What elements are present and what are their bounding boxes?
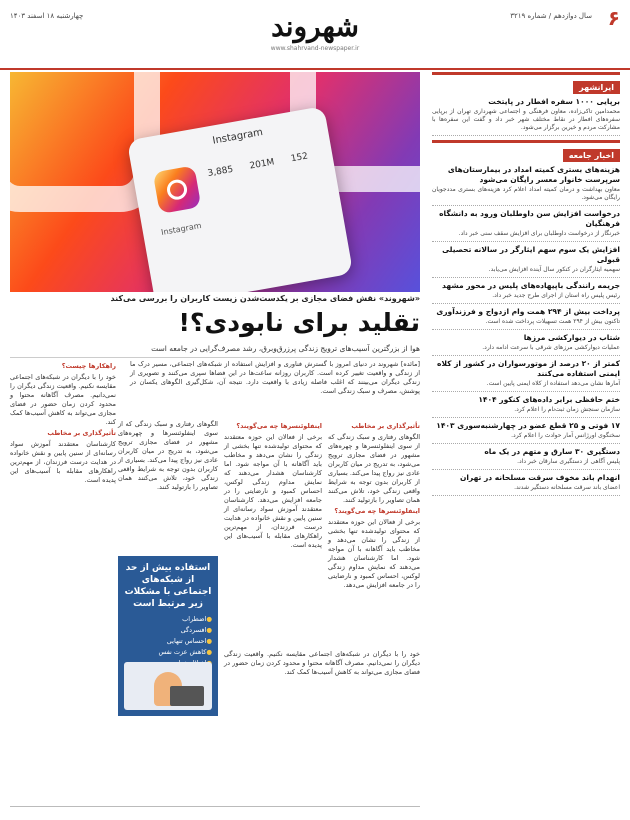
- stat-value: 201M: [248, 157, 276, 172]
- page-number: ۶: [607, 6, 620, 30]
- news-item[interactable]: [432, 206, 620, 242]
- news-body: سخنگوی اورژانس آمار حوادث را اعلام کرد.: [511, 432, 620, 439]
- news-item[interactable]: [432, 470, 620, 496]
- news-item[interactable]: [432, 304, 620, 330]
- news-item[interactable]: [432, 356, 620, 392]
- news-body: عملیات دیوارکشی مرزهای شرقی با سرعت ادامه دارد.: [482, 344, 620, 351]
- news-sidebar: [432, 72, 620, 812]
- news-title: افزایش یک سوم سهم ایثارگر در سالانه تحصیلی قبولی: [442, 245, 620, 264]
- news-title: پرداخت بیش از ۲۹۴ همت وام ازدواج و فرزندآوری: [436, 307, 620, 316]
- infobox-title: استفاده بیش از حد از شبکه‌های اجتماعی با مشکلات زیر مرتبط است: [124, 563, 212, 609]
- stat-value: 152: [290, 151, 309, 165]
- column-text: برخی از فعالان این حوزه معتقدند که محتوای تولیدشده تنها بخشی از زندگی را نشان می‌دهد و مخاطب باید آگاهانه با آن مواجه شود. اما کارشناسان هشدار می‌دهند که نمایش مداوم زندگی لوکس، احساس کمبود و نارضایتی را در جامعه افزایش می‌دهد.: [328, 518, 420, 589]
- hero-caption: «شهروند» نقش فضای مجازی بر یکدست‌شدن زیست کاربران را بررسی می‌کند: [110, 294, 420, 303]
- column-text: الگوهای رفتاری و سبک زندگی که از سوی اینفلوئنسرها و چهره‌های مشهور در فضای مجازی ترویج می‌شود، به تدریج در میان کاربران عادی نیز رواج پیدا می‌کند. بسیاری از کاربران بدون توجه به شرایط واقعی زندگی خود، تلاش می‌کنند همان تصاویر را بازتولید کنند.: [327, 433, 420, 504]
- news-body: تاکنون بیش از ۲۹۴ همت تسهیلات پرداخت شده است.: [485, 318, 620, 325]
- news-title: هزینه‌های بستری کمیته امداد در بیمارستان‌های سرپرست خانوار معسر رایگان می‌شود: [447, 165, 620, 184]
- article-lead: هوا از بزرگترین آسیب‌های ترویج زندگی پرزرق‌وبرق، رشد مصرف‌گرایی در جامعه است: [10, 344, 420, 358]
- news-item[interactable]: [432, 330, 620, 356]
- sidebar-section-society: [432, 140, 620, 496]
- news-item[interactable]: [432, 94, 620, 136]
- infobox-illustration: [124, 662, 212, 710]
- infobox-item: ● اضطراب: [124, 614, 212, 625]
- instagram-icon: [153, 165, 202, 214]
- date-line: چهارشنبه ۱۸ اسفند ۱۴۰۳: [10, 12, 84, 20]
- stat-value: 3,885: [206, 164, 235, 180]
- news-item[interactable]: [432, 242, 620, 278]
- app-label: Instagram: [211, 126, 264, 147]
- logo-url: www.shahrvand-newspaper.ir: [270, 45, 360, 52]
- column-text: خود را با دیگران در شبکه‌های اجتماعی مقایسه نکنیم. واقعیت زندگی دیگران را نمی‌دانیم. مصرف آگاهانه محتوا و محدود کردن زمان حضور در فضای مجازی می‌تواند به کاهش آسیب‌ها کمک کند.: [10, 373, 116, 426]
- phone-screen: [127, 106, 353, 292]
- sidebar-section-iranshahr: [432, 72, 620, 136]
- article-column-1: [328, 420, 420, 590]
- news-title: انهدام باند مخوف سرقت مسلحانه در تهران: [459, 473, 620, 482]
- news-body: معاون بهداشت و درمان کمیته امداد اعلام کرد هزینه‌های بستری مددجویان رایگان می‌شود.: [432, 186, 620, 201]
- news-body: خبرنگار از درخواست داوطلبان برای افزایش سقف سنی خبر داد.: [458, 230, 620, 237]
- news-title: کمتر از ۲۰ درصد از موتورسواران در کشور از کلاه ایمنی استفاده می‌کنند: [437, 359, 620, 378]
- laptop-icon: [170, 686, 204, 706]
- newspaper-logo[interactable]: [170, 6, 460, 56]
- news-item[interactable]: [432, 444, 620, 470]
- infobox-item: ● احساس تنهایی: [124, 636, 212, 647]
- profile-name: Instagram: [160, 221, 203, 237]
- article-column-3: [118, 420, 218, 492]
- masthead: [0, 0, 630, 70]
- news-body: سازمان سنجش زمان ثبت‌نام را اعلام کرد.: [514, 406, 620, 413]
- news-title: ختم حافظی برابر داده‌های کنکور ۱۴۰۴: [478, 395, 620, 404]
- news-item[interactable]: [432, 392, 620, 418]
- column-subhead: راهکارها چیست؟: [61, 362, 116, 370]
- section-label: اخبار جامعه: [563, 149, 620, 162]
- footer-rule: [10, 806, 420, 807]
- column-text: خود را با دیگران در شبکه‌های اجتماعی مقایسه نکنیم. واقعیت زندگی دیگران را نمی‌دانیم. مصرف آگاهانه محتوا و محدود کردن زمان حضور در فضای مجازی می‌تواند به کاهش آسیب‌ها کمک کند.: [224, 650, 420, 676]
- section-label: ایرانشهر: [573, 81, 620, 94]
- news-title: برپایی ۱۰۰۰ سفره افطار در پایتخت: [488, 97, 620, 106]
- column-text: الگوهای رفتاری و سبک زندگی که از سوی اینفلوئنسرها و چهره‌های مشهور در فضای مجازی ترویج می‌شود، به تدریج در میان کاربران عادی نیز رواج پیدا می‌کند. بسیاری از کاربران بدون توجه به شرایط واقعی زندگی خود، تلاش می‌کنند همان تصاویر را بازتولید کنند.: [118, 420, 218, 491]
- logo-text: شهروند: [271, 10, 359, 43]
- article-column-bottom: [224, 650, 420, 677]
- infobox-item: ● افسردگی: [124, 625, 212, 636]
- news-title: ۱۷ فوتی و ۲۵ قطع عضو در چهارشنبه‌سوری ۱۴۰۳: [436, 421, 620, 430]
- news-body: سهمیه ایثارگران در کنکور سال آینده افزایش می‌یابد.: [488, 266, 620, 273]
- news-body: رئیس پلیس راه استان از اجرای طرح جدید خبر داد.: [492, 292, 620, 299]
- profile-stats: [207, 149, 323, 179]
- news-item[interactable]: [432, 278, 620, 304]
- news-body: پلیس آگاهی از دستگیری سارقان خبر داد.: [517, 458, 620, 465]
- news-body: اعضای باند سرقت مسلحانه دستگیر شدند.: [514, 484, 620, 491]
- column-text: برخی از فعالان این حوزه معتقدند که محتوای تولیدشده تنها بخشی از زندگی را نشان می‌دهد و مخاطب باید آگاهانه با آن مواجه شود. اما کارشناسان هشدار می‌دهند که نمایش مداوم زندگی لوکس، احساس کمبود و نارضایتی را در جامعه افزایش می‌دهد.: [224, 433, 322, 504]
- news-item[interactable]: [432, 418, 620, 444]
- news-title: دستگیری ۳۰ سارق و متهم در یک ماه: [484, 447, 620, 456]
- column-text: کارشناسان معتقدند آموزش سواد رسانه‌ای از سنین پایین و نقش خانواده در هدایت درست فرزندان، از مهم‌ترین راهکارهای مقابله با آسیب‌های این پدیده است.: [224, 496, 322, 549]
- hero-image: [10, 72, 420, 292]
- infobox-item: ● کاهش عزت نفس: [124, 647, 212, 658]
- column-subhead: اینفلوئنسرها چه می‌گویند؟: [236, 422, 322, 430]
- issue-line: سال دوازدهم / شماره ۳۲۱۹: [510, 12, 592, 20]
- news-body: آمارها نشان می‌دهد استفاده از کلاه ایمنی پایین است.: [486, 380, 620, 387]
- news-body: محمدامین تاکی‌زاده، معاون فرهنگی و اجتماعی شهرداری تهران از برپایی سفره‌های افطار در نقاط مختلف شهر خبر داد و گفت این سفره‌ها با مشارکت مردم و خیرین برگزار می‌شود.: [432, 108, 620, 131]
- news-item[interactable]: [432, 162, 620, 206]
- column-subhead: تأثیرگذاری بر مخاطب: [47, 429, 116, 437]
- column-subhead: اینفلوئنسرها چه می‌گویند؟: [334, 507, 420, 515]
- article-headline[interactable]: تقلید برای نابودی؟!: [178, 308, 420, 337]
- article-intro: [مائده] شهروند در دنیای امروز با گسترش فناوری و افزایش استفاده از شبکه‌های اجتماعی، مسیر درک ما از زندگی و واقعیت تغییر کرده است. کاربران روزانه ساعت‌ها در این فضاها سپری می‌کنند و تصویری از زندگی دیگران می‌بینند که اغلب فاصله زیادی با واقعیت دارد. نتیجه آن، شکل‌گیری الگوهای یکسان در پوشش، مصرف و سبک زندگی است.: [130, 360, 420, 395]
- column-text: کارشناسان معتقدند آموزش سواد رسانه‌ای از سنین پایین و نقش خانواده در هدایت درست فرزندان، از مهم‌ترین راهکارهای مقابله با آسیب‌های این پدیده است.: [10, 440, 116, 484]
- article-column-4: [10, 360, 116, 485]
- news-title: شتاب در دیوارکشی مرزها: [523, 333, 620, 342]
- column-subhead: تأثیرگذاری بر مخاطب: [351, 422, 420, 430]
- infobox: [118, 556, 218, 716]
- news-title: جریمه رانندگی باپیهاده‌های پلیس در محور مشهد: [442, 281, 620, 290]
- news-title: درخواست افزایش سن داوطلبان ورود به دانشگاه فرهنگیان: [439, 209, 620, 228]
- article-column-2: [224, 420, 322, 550]
